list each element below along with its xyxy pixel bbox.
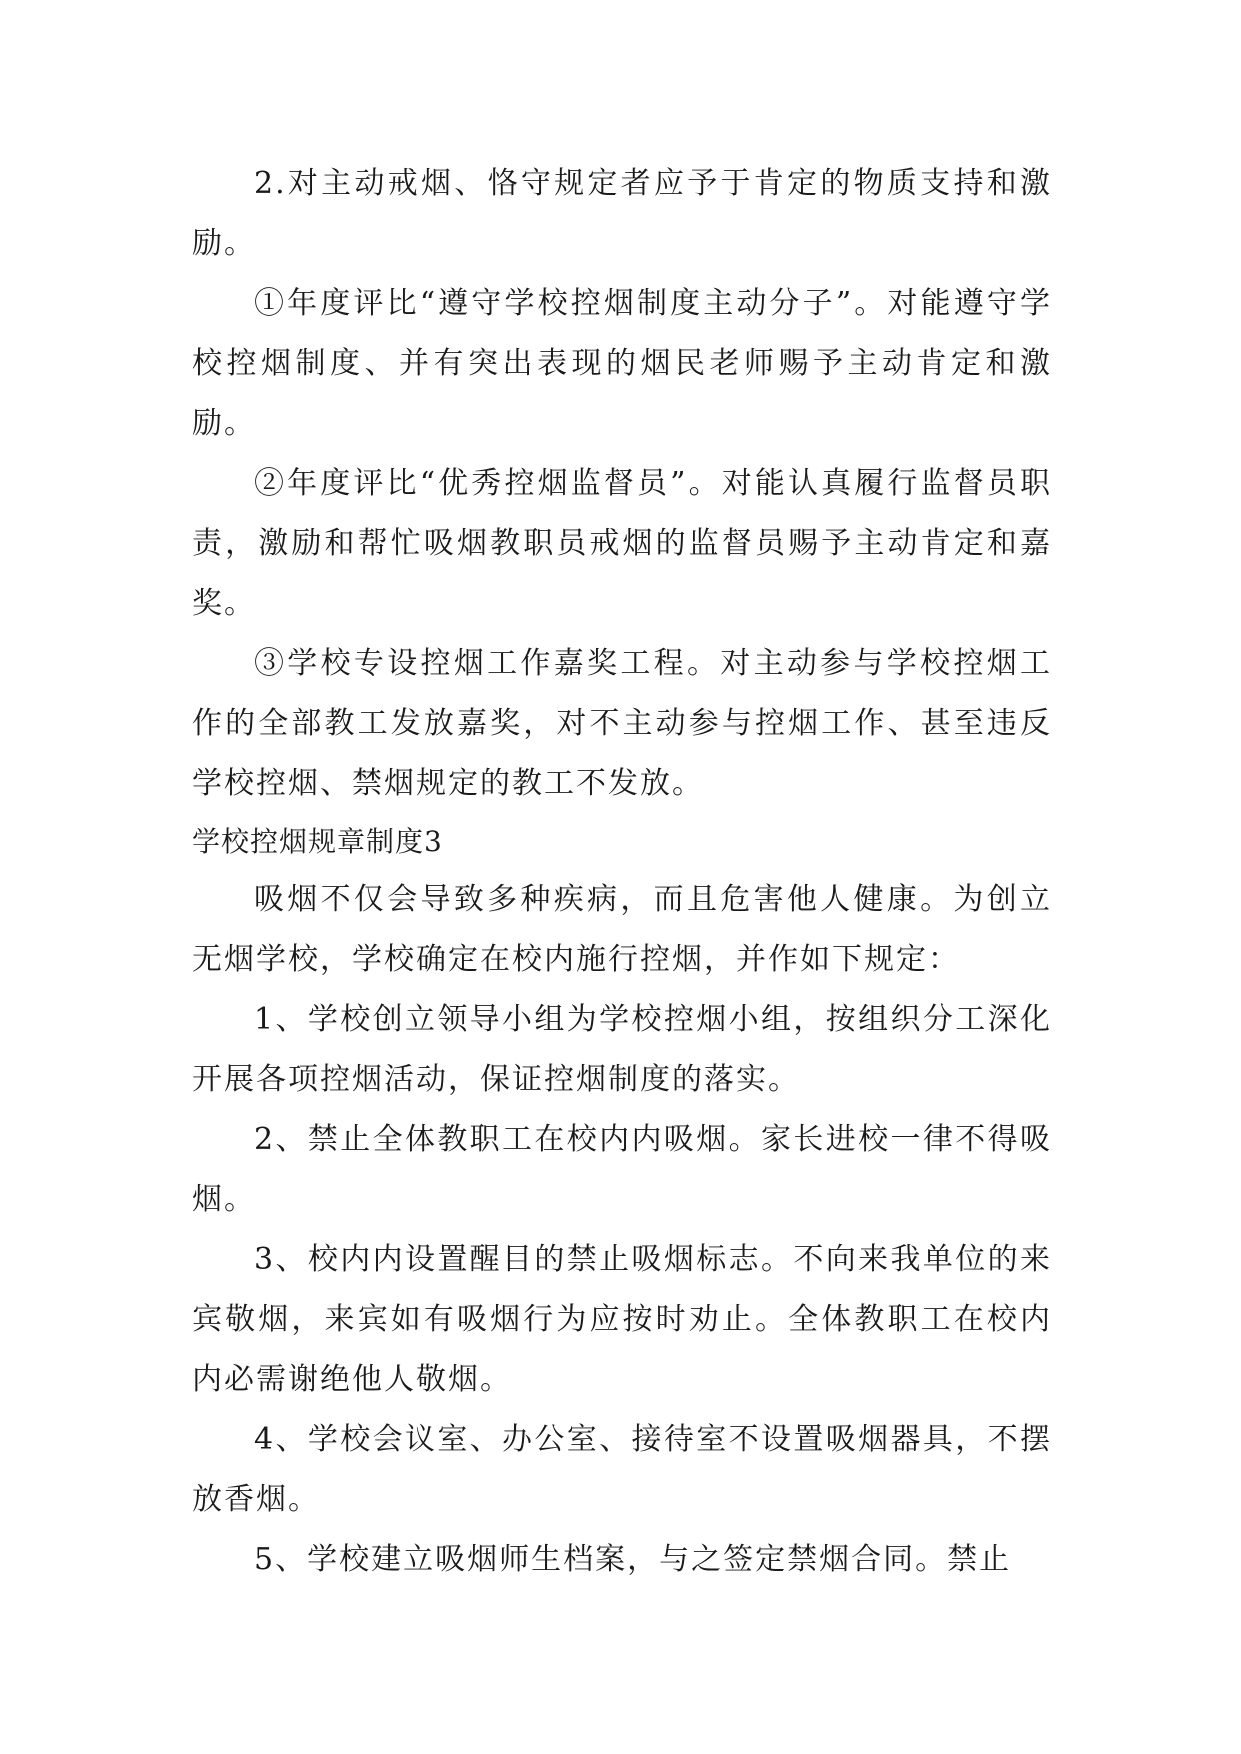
paragraph-reward-1: ①年度评比“遵守学校控烟制度主动分子”。对能遵守学校控烟制度、并有突出表现的烟民老师赐予主动肯定和激励。 bbox=[192, 286, 1052, 441]
paragraph-reward-3: ③学校专设控烟工作嘉奖工程。对主动参与学校控烟工作的全部教工发放嘉奖，对不主动参与控烟工作、甚至违反学校控烟、禁烟规定的教工不发放。 bbox=[192, 646, 1052, 801]
paragraph-rule-5: 5、学校建立吸烟师生档案，与之签定禁烟合同。禁止 bbox=[254, 1542, 1012, 1577]
paragraph-reward-intro: 2.对主动戒烟、恪守规定者应予于肯定的物质支持和激励。 bbox=[192, 166, 1052, 261]
section-heading: 学校控烟规章制度3 bbox=[192, 825, 443, 858]
document-body bbox=[192, 154, 1052, 1590]
paragraph-section-intro: 吸烟不仅会导致多种疾病，而且危害他人健康。为创立无烟学校，学校确定在校内施行控烟，并作如下规定： bbox=[192, 882, 1052, 977]
paragraph-rule-4: 4、学校会议室、办公室、接待室不设置吸烟器具，不摆放香烟。 bbox=[192, 1422, 1052, 1517]
paragraph-reward-2: ②年度评比“优秀控烟监督员”。对能认真履行监督员职责，激励和帮忙吸烟教职员戒烟的监督员赐予主动肯定和嘉奖。 bbox=[192, 466, 1052, 621]
paragraph-rule-3: 3、校内内设置醒目的禁止吸烟标志。不向来我单位的来宾敬烟，来宾如有吸烟行为应按时劝止。全体教职工在校内内必需谢绝他人敬烟。 bbox=[192, 1242, 1052, 1397]
paragraph-rule-1: 1、学校创立领导小组为学校控烟小组，按组织分工深化开展各项控烟活动，保证控烟制度的落实。 bbox=[192, 1002, 1052, 1097]
paragraph-rule-2: 2、禁止全体教职工在校内内吸烟。家长进校一律不得吸烟。 bbox=[192, 1122, 1052, 1217]
